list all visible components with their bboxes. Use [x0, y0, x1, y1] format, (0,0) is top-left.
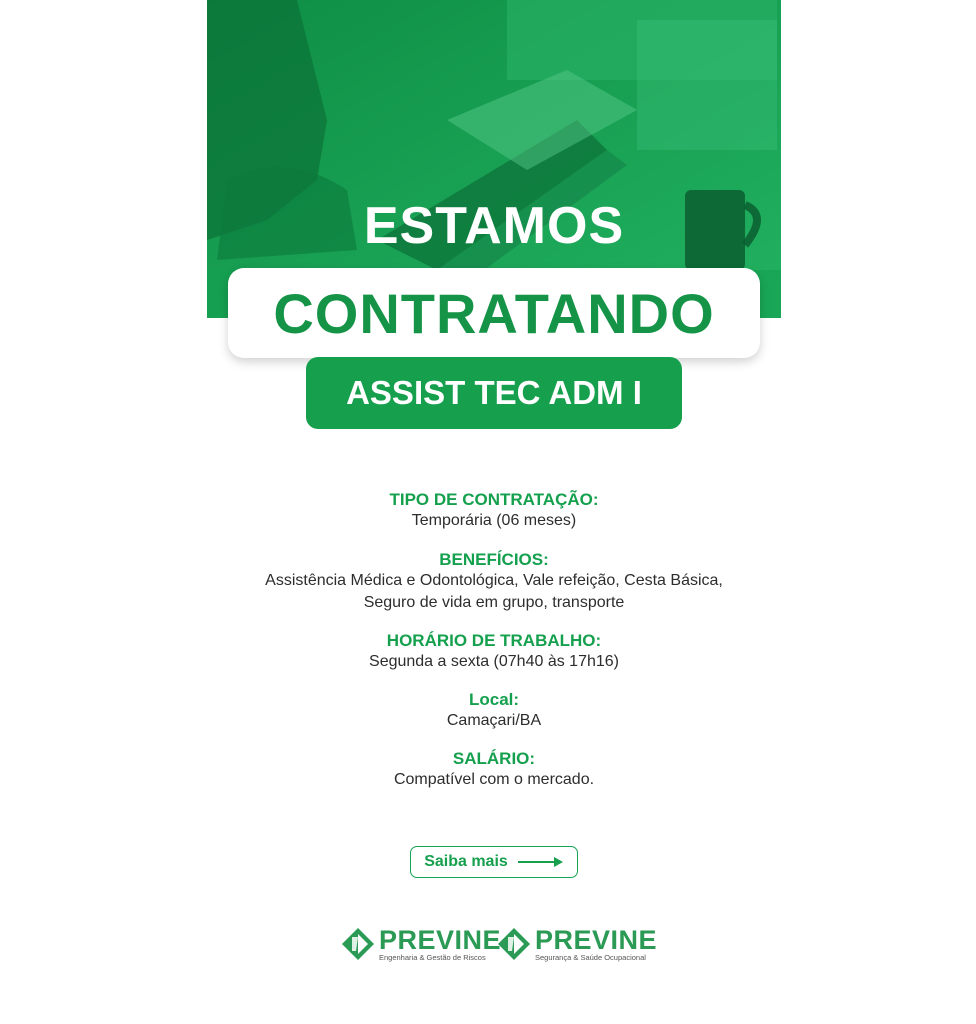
logo-name: PREVINE	[379, 924, 502, 955]
detail-contract-type	[207, 490, 781, 532]
detail-label: HORÁRIO DE TRABALHO:	[386, 631, 602, 650]
logo-tagline: Engenharia & Gestão de Riscos	[379, 952, 486, 962]
job-role-title: ASSIST TEC ADM I	[346, 374, 642, 411]
contratando-banner	[228, 268, 760, 358]
detail-value: Compatível com o mercado.	[393, 771, 595, 788]
detail-benefits	[207, 550, 781, 614]
detail-value: Assistência Médica e Odontológica, Vale refeição, Cesta Básica,	[265, 572, 723, 589]
detail-label: TIPO DE CONTRATAÇÃO:	[389, 490, 599, 509]
previne-logo-seguranca	[497, 922, 657, 966]
detail-value: Camaçari/BA	[446, 712, 542, 729]
previne-logo-icon	[497, 927, 531, 961]
logo-name: PREVINE	[535, 924, 658, 955]
arrow-right-icon	[518, 856, 564, 868]
previne-logo-icon	[341, 927, 375, 961]
job-role-badge	[306, 357, 682, 429]
headline-contratando: CONTRATANDO	[273, 281, 715, 345]
logo-tagline: Segurança & Saúde Ocupacional	[535, 952, 646, 962]
detail-salary	[207, 749, 781, 791]
detail-work-hours	[207, 631, 781, 673]
detail-location	[207, 690, 781, 732]
saiba-mais-button[interactable]	[410, 846, 578, 878]
saiba-mais-label: Saiba mais	[424, 853, 508, 870]
detail-label: BENEFÍCIOS:	[439, 550, 549, 569]
headline-estamos: ESTAMOS	[363, 197, 625, 255]
detail-value-line2: Seguro de vida em grupo, transporte	[363, 594, 625, 611]
detail-value: Segunda a sexta (07h40 às 17h16)	[369, 653, 619, 670]
detail-label: SALÁRIO:	[452, 749, 536, 768]
detail-value: Temporária (06 meses)	[411, 512, 577, 529]
detail-label: Local:	[468, 690, 520, 709]
previne-logo-engenharia	[341, 922, 501, 966]
